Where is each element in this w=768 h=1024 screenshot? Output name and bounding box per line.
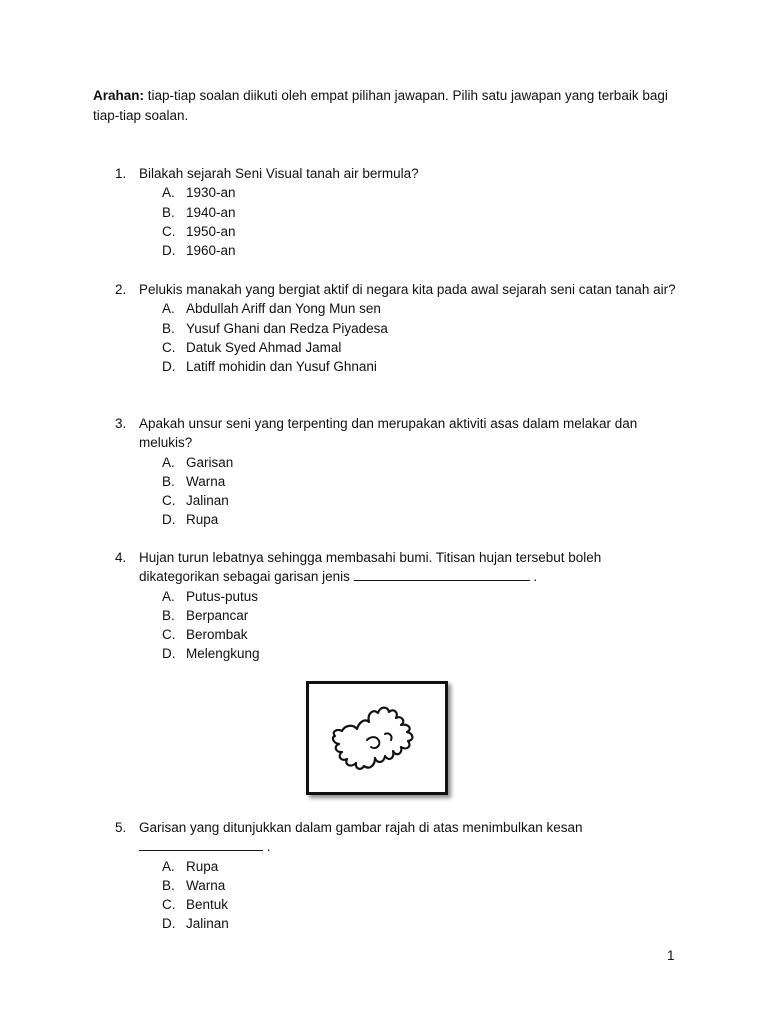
- option-c: [162, 625, 685, 644]
- option-b: [162, 203, 685, 222]
- option-letter: B.: [162, 607, 175, 623]
- option-letter: C.: [162, 339, 176, 355]
- question-stem: [139, 548, 685, 587]
- option-letter: C.: [162, 897, 176, 913]
- option-c: [162, 222, 685, 241]
- option-b: [162, 606, 685, 625]
- option-text: Rupa: [186, 512, 219, 528]
- question-number: 2.: [115, 282, 127, 297]
- option-c: [162, 895, 685, 914]
- option-text: Berpancar: [186, 607, 249, 623]
- option-text: Warna: [186, 473, 226, 489]
- option-d: [162, 241, 685, 260]
- page-number: 1: [667, 948, 675, 963]
- option-letter: A.: [162, 588, 175, 604]
- option-letter: A.: [162, 301, 175, 317]
- option-letter: C.: [162, 627, 176, 643]
- option-d: [162, 914, 685, 933]
- option-letter: D.: [162, 243, 176, 259]
- option-letter: D.: [162, 512, 176, 528]
- question-number: 3.: [115, 416, 127, 431]
- question-number: 1.: [115, 166, 127, 181]
- curvy-outline-shape-icon: [309, 684, 445, 792]
- option-a: [162, 183, 685, 202]
- option-text: 1960-an: [186, 243, 236, 259]
- instructions: [93, 86, 683, 126]
- option-a: [162, 587, 685, 606]
- option-list: [115, 183, 685, 260]
- question-3: [115, 414, 685, 530]
- line-figure: [306, 681, 448, 795]
- option-b: [162, 472, 685, 491]
- question-stem: Bilakah sejarah Seni Visual tanah air bermula?: [139, 166, 419, 181]
- answer-blank: [139, 838, 263, 851]
- option-letter: A.: [162, 185, 175, 201]
- option-list: [115, 453, 685, 530]
- option-text: Latiff mohidin dan Yusuf Ghnani: [186, 359, 377, 375]
- option-letter: A.: [162, 858, 175, 874]
- option-text: Garisan: [186, 454, 234, 470]
- question-stem-text: Hujan turun lebatnya sehingga membasahi bumi. Titisan hujan tersebut boleh dikategorikan sebagai garisan jenis: [139, 550, 602, 585]
- option-text: 1930-an: [186, 185, 236, 201]
- option-text: Abdullah Ariff dan Yong Mun sen: [186, 301, 381, 317]
- option-c: [162, 338, 685, 357]
- option-letter: B.: [162, 473, 175, 489]
- option-list: [115, 587, 685, 664]
- instructions-text: tiap-tiap soalan diikuti oleh empat pilihan jawapan. Pilih satu jawapan yang terbaik bagi tiap-tiap soalan.: [93, 88, 668, 123]
- question-5: [115, 818, 685, 934]
- question-4: [115, 548, 685, 664]
- option-text: Melengkung: [186, 646, 260, 662]
- option-text: Jalinan: [186, 493, 229, 509]
- option-letter: D.: [162, 916, 176, 932]
- question-stem-end: .: [529, 569, 538, 585]
- question-number: 5.: [115, 820, 127, 835]
- question-stem-end: .: [263, 839, 271, 855]
- option-text: 1950-an: [186, 223, 236, 239]
- question-stem-text: Garisan yang ditunjukkan dalam gambar rajah di atas menimbulkan kesan: [139, 820, 583, 835]
- option-text: Warna: [186, 877, 226, 893]
- option-letter: B.: [162, 877, 175, 893]
- question-stem: Apakah unsur seni yang terpenting dan merupakan aktiviti asas dalam melakar dan melukis?: [139, 416, 638, 451]
- option-text: Bentuk: [186, 897, 229, 913]
- question-stem: [139, 818, 685, 857]
- option-letter: D.: [162, 359, 176, 375]
- option-text: Yusuf Ghani dan Redza Piyadesa: [186, 320, 388, 336]
- option-letter: A.: [162, 454, 175, 470]
- option-text: Berombak: [186, 627, 248, 643]
- option-letter: B.: [162, 320, 175, 336]
- option-letter: C.: [162, 223, 176, 239]
- instructions-label: Arahan:: [93, 88, 145, 103]
- option-letter: B.: [162, 204, 175, 220]
- option-b: [162, 319, 685, 338]
- option-d: [162, 644, 685, 663]
- question-number: 4.: [115, 550, 127, 565]
- option-c: [162, 491, 685, 510]
- question-stem: Pelukis manakah yang bergiat aktif di negara kita pada awal sejarah seni catan tanah air?: [139, 282, 676, 297]
- option-b: [162, 876, 685, 895]
- option-text: Jalinan: [186, 916, 229, 932]
- option-d: [162, 357, 685, 376]
- option-list: [115, 857, 685, 934]
- option-a: [162, 453, 685, 472]
- option-d: [162, 510, 685, 529]
- option-text: Rupa: [186, 858, 219, 874]
- option-a: [162, 299, 685, 318]
- option-list: [115, 299, 685, 376]
- option-text: Datuk Syed Ahmad Jamal: [186, 339, 342, 355]
- option-letter: C.: [162, 493, 176, 509]
- option-text: Putus-putus: [186, 588, 259, 604]
- option-text: 1940-an: [186, 204, 236, 220]
- option-letter: D.: [162, 646, 176, 662]
- answer-blank: [354, 568, 530, 581]
- question-1: [115, 164, 685, 260]
- option-a: [162, 857, 685, 876]
- question-2: [115, 280, 685, 376]
